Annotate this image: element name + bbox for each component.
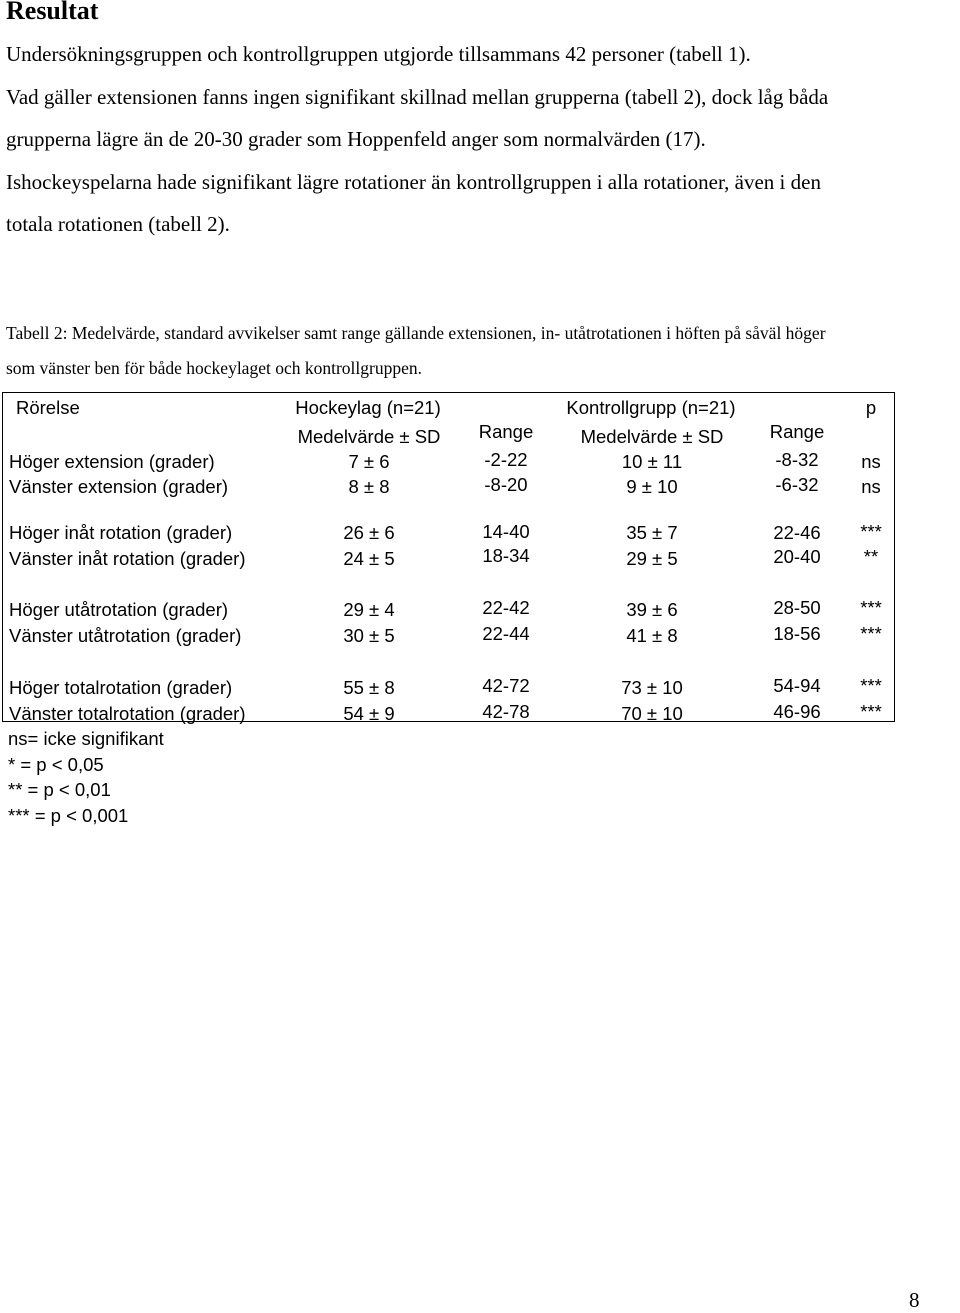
control-range: 18-56	[773, 623, 821, 644]
table-caption-line: Tabell 2: Medelvärde, standard avvikelser samt range gällande extensionen, in- utåtrotationen i höften på såväl höger	[6, 323, 826, 343]
results-table	[2, 392, 895, 722]
row-label: Vänster utåtrotation (grader)	[9, 625, 242, 646]
row-label: Höger totalrotation (grader)	[9, 677, 233, 698]
control-range: -8-32	[775, 449, 819, 470]
control-mean: 35 ± 7	[626, 522, 678, 543]
header-medelvarde-hockey: Medelvärde ± SD	[297, 426, 441, 447]
paragraph-line: grupperna lägre än de 20-30 grader som Hoppenfeld anger som normalvärden (17).	[6, 127, 706, 151]
hockey-mean: 54 ± 9	[343, 703, 395, 724]
row-label: Vänster totalrotation (grader)	[9, 703, 246, 724]
hockey-mean: 7 ± 6	[348, 451, 390, 472]
hockey-range: -8-20	[484, 474, 528, 495]
header-rorelse: Rörelse	[16, 397, 80, 418]
table-caption-line: som vänster ben för både hockeylaget och kontrollgruppen.	[6, 358, 422, 378]
paragraph-line: Vad gäller extensionen fanns ingen signifikant skillnad mellan grupperna (tabell 2), dock låg båda	[6, 85, 829, 109]
control-range: 28-50	[773, 597, 821, 618]
paragraph-line: Undersökningsgruppen och kontrollgruppen utgjorde tillsammans 42 personer (tabell 1).	[6, 42, 751, 66]
control-mean: 70 ± 10	[621, 703, 683, 724]
row-label: Höger utåtrotation (grader)	[9, 599, 229, 620]
hockey-range: 22-44	[482, 623, 530, 644]
hockey-mean: 55 ± 8	[343, 677, 395, 698]
control-range: 46-96	[773, 701, 821, 722]
row-label: Höger extension (grader)	[9, 451, 215, 472]
p-value: ***	[860, 623, 882, 644]
hockey-range: -2-22	[484, 449, 528, 470]
p-value: ns	[861, 451, 881, 472]
paragraph-line: Ishockeyspelarna hade signifikant lägre rotationer än kontrollgruppen i alla rotationer, även i den	[6, 170, 821, 194]
control-range: 54-94	[773, 675, 821, 696]
p-value: ***	[860, 597, 882, 618]
control-range: 20-40	[773, 546, 821, 567]
hockey-mean: 26 ± 6	[343, 522, 395, 543]
control-mean: 73 ± 10	[621, 677, 683, 698]
hockey-mean: 29 ± 4	[343, 599, 395, 620]
control-range: 22-46	[773, 522, 821, 543]
row-label: Vänster extension (grader)	[9, 476, 229, 497]
hockey-mean: 24 ± 5	[343, 548, 395, 569]
hockey-range: 18-34	[482, 545, 530, 566]
row-label: Vänster inåt rotation (grader)	[9, 548, 246, 569]
control-mean: 29 ± 5	[626, 548, 678, 569]
p-value: ***	[860, 675, 882, 696]
header-kontrollgrupp: Kontrollgrupp (n=21)	[566, 397, 736, 418]
control-mean: 10 ± 11	[621, 451, 683, 472]
hockey-mean: 8 ± 8	[348, 476, 390, 497]
table-footnote: ** = p < 0,01	[8, 779, 111, 800]
header-p: p	[865, 397, 877, 418]
row-label: Höger inåt rotation (grader)	[9, 522, 233, 543]
hockey-range: 14-40	[482, 521, 530, 542]
p-value: **	[863, 546, 879, 567]
header-medelvarde-control: Medelvärde ± SD	[580, 426, 724, 447]
header-range-control: Range	[769, 421, 825, 442]
table-footnote: ns= icke signifikant	[8, 728, 164, 749]
table-footnote: * = p < 0,05	[8, 754, 104, 775]
hockey-range: 42-72	[482, 675, 530, 696]
section-heading: Resultat	[6, 0, 99, 25]
table-footnote: *** = p < 0,001	[8, 805, 129, 826]
header-hockeylag: Hockeylag (n=21)	[295, 397, 441, 418]
p-value: ***	[860, 521, 882, 542]
page-number: 8	[909, 1288, 920, 1312]
control-range: -6-32	[775, 474, 819, 495]
hockey-range: 42-78	[482, 701, 530, 722]
control-mean: 41 ± 8	[626, 625, 678, 646]
p-value: ns	[861, 476, 881, 497]
header-range-hockey: Range	[478, 421, 534, 442]
p-value: ***	[860, 701, 882, 722]
control-mean: 9 ± 10	[626, 476, 678, 497]
hockey-mean: 30 ± 5	[343, 625, 395, 646]
paragraph-line: totala rotationen (tabell 2).	[6, 212, 230, 236]
hockey-range: 22-42	[482, 597, 530, 618]
control-mean: 39 ± 6	[626, 599, 678, 620]
